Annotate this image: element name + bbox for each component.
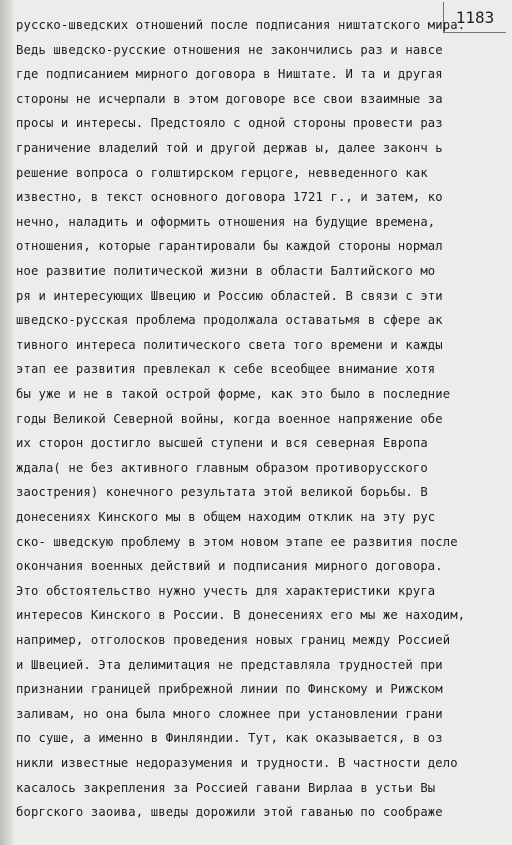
text-line: по суше, а именно в Финляндии. Тут, как оказывается, в оз [16,731,443,746]
text-line: нечно, наладить и оформить отношения на будущие времена, [16,214,436,229]
text-line: тивного интереса политического света того времени и кажды [16,337,443,352]
text-line: боргского заоива, шведы дорожили этой гаванью по соображе [16,805,443,820]
text-line: донесениях Кинского мы в общем находим отклик на эту рус [16,510,436,524]
text-line: Ведь шведско-русские отношения не закончились раз и навсе [16,42,443,57]
text-line: годы Великой Северной войны, когда военное напряжение обе [16,411,443,426]
text-line: признании границей прибрежной линии по Финскому и Рижском [16,682,443,697]
text-line: например, отголосков проведения новых границ между Россией [16,633,451,647]
text-line: отношения, которые гарантировали бы каждой стороны нормал [16,239,443,254]
folio-number: 1183 [443,2,506,33]
text-line: где подписанием мирного договора в Ништате. И та и другая [16,67,443,82]
text-line: этап ее развития превлекал к себе всеобщее внимание хотя [16,362,436,377]
text-line: интересов Кинского в России. В донесениях его мы же находим, [16,608,466,623]
text-line: их сторон достигло высшей ступени и вся северная Европа [16,436,428,451]
text-line: окончания военных действий и подписания мирного договора. [16,559,443,574]
text-line: ждала( не без активного главным образом противорусского [16,460,428,475]
text-line: касалось закрепления за Россией гавани Вирлаа в устьи Вы [16,780,436,795]
text-line: ря и интересующих Швецию и Россию областей. В связи с эти [16,288,443,303]
text-line: известно, в текст основного договора 1721 г., и затем, ко [16,190,443,205]
text-line: заострения) конечного результата этой великой борьбы. В [16,485,428,500]
text-line: заливам, но она была много сложнее при установлении грани [16,706,443,721]
text-line: решение вопроса о голштирском герцоге, невведенного как [16,165,428,180]
text-line: русско-шведских отношений после подписания ништатского мира. [16,18,466,32]
page-left-edge [0,0,14,845]
text-line: никли известные недоразумения и трудности. В частности дело [16,756,458,770]
text-line: Это обстоятельство нужно учесть для характеристики круга [16,583,436,598]
text-line: ско- шведскую проблему в этом новом этапе ее развития после [16,534,458,549]
text-line: ное развитие политической жизни в области Балтийского мо [16,264,436,278]
text-line: граничение владелий той и другой держав ы, далее законч ь [16,141,443,155]
text-line: бы уже и не в такой острой форме, как это было в последние [16,387,451,401]
text-line: и Швецией. Эта делимитация не представляла трудностей при [16,657,443,672]
text-line: просы и интересы. Предстояло с одной стороны провести раз [16,116,443,131]
text-line: шведско-русская проблема продолжала оставатьмя в сфере ак [16,313,443,328]
text-line: стороны не исчерпали в этом договоре все свои взаимные за [16,91,443,106]
